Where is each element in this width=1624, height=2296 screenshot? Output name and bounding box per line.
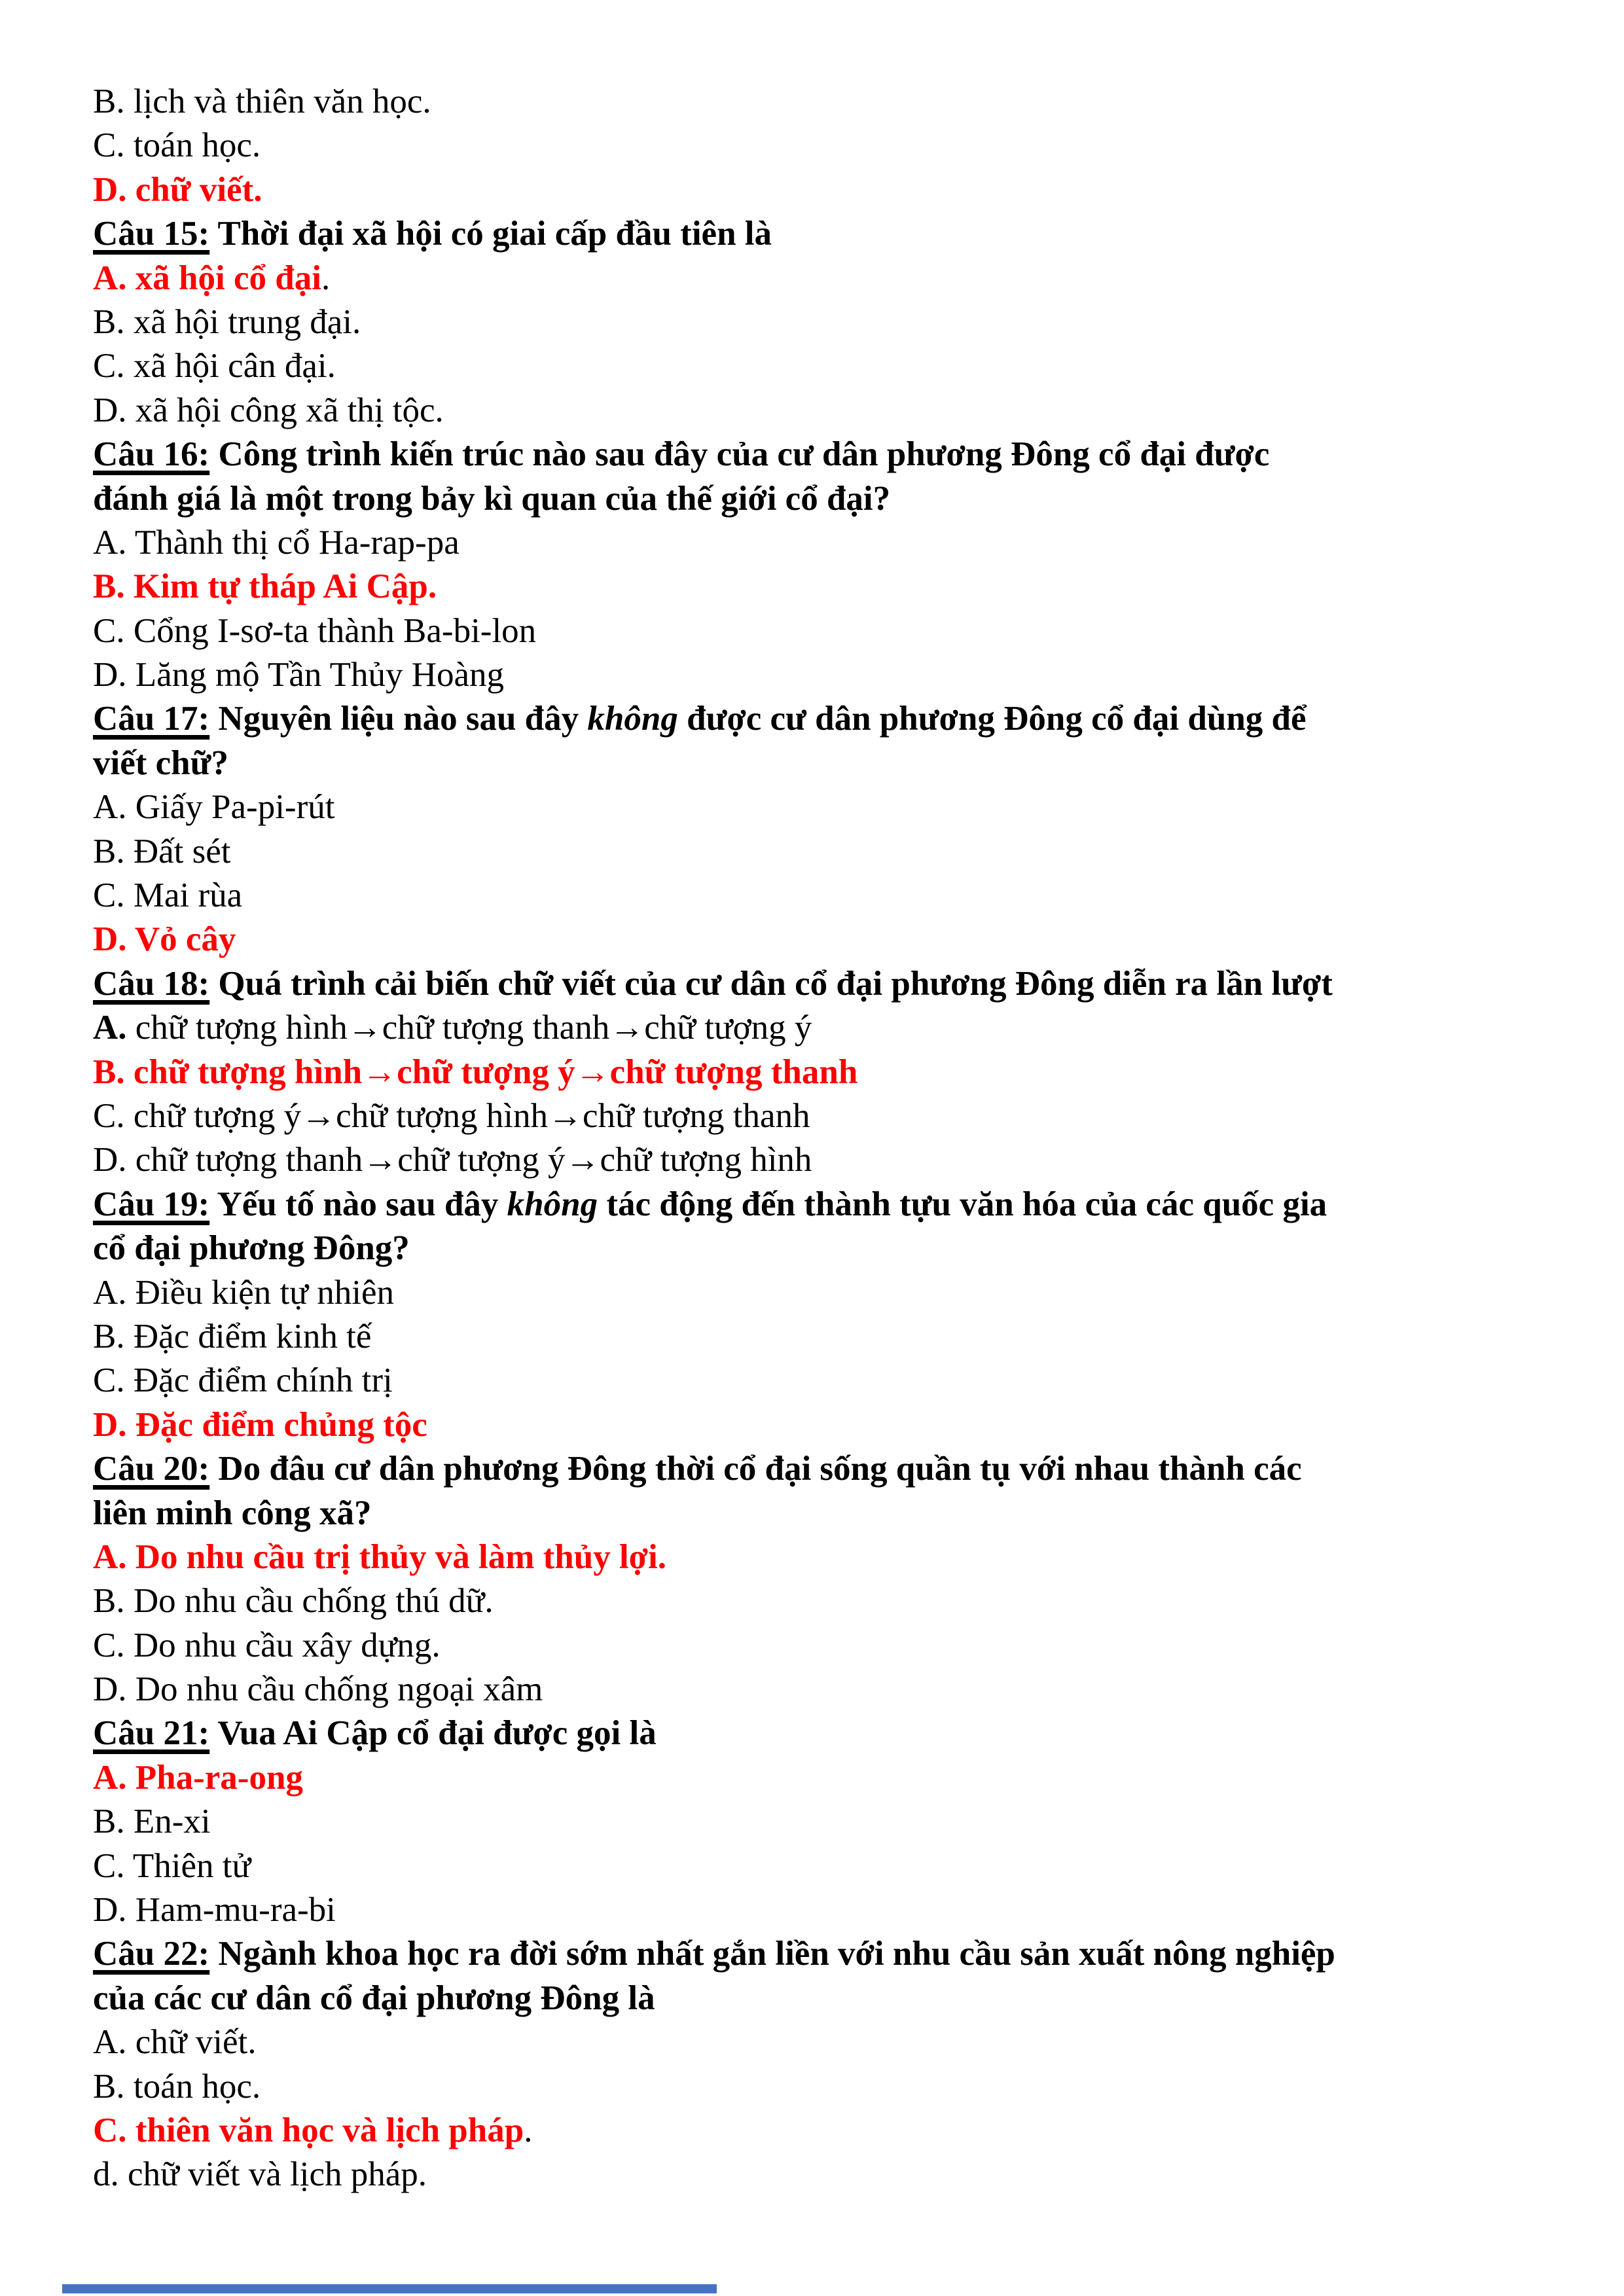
text-segment: cổ đại phương Đông? [93,1229,410,1268]
text-segment: C. chữ tượng ý→chữ tượng hình→chữ tượng thanh [93,1096,810,1135]
text-segment: A. chữ viết. [93,2023,257,2062]
text-segment: Yếu tố nào sau đây [209,1185,507,1223]
text-segment: A. Điều kiện tự nhiên [93,1273,394,1312]
q16-question-line2 [93,477,1585,521]
q18-option-a [93,1006,1585,1050]
text-segment: D. Vỏ cây [93,920,236,959]
text-segment: . [524,2111,533,2149]
text-segment: Câu 20: [93,1450,210,1488]
text-segment: D. Do nhu cầu chống ngoại xâm [93,1670,543,1709]
q17-question-line2 [93,742,1585,785]
q19-option-b [93,1315,1585,1359]
text-segment: C. Đặc điểm chính trị [93,1361,393,1400]
q15-question [93,212,1585,256]
q17-option-d-correct [93,918,1585,961]
text-segment: Nguyên liệu nào sau đây [209,700,588,738]
q21-option-b [93,1800,1585,1844]
q20-option-d [93,1668,1585,1712]
q14-option-d-correct [93,168,1585,212]
text-segment: Do đâu cư dân phương Đông thời cổ đại sống quần tụ với nhau thành các [209,1450,1302,1488]
text-segment: A. Do nhu cầu trị thủy và làm thủy lợi. [93,1537,667,1576]
q17-question-line1 [93,697,1585,741]
q21-question [93,1712,1585,1755]
q14-option-b [93,80,1585,124]
q15-option-d [93,389,1585,433]
text-segment: Câu 18: [93,964,210,1003]
text-segment: Câu 15: [93,215,210,253]
q17-option-b [93,830,1585,874]
q15-option-b [93,300,1585,344]
q22-question-line1 [93,1932,1585,1976]
q22-question-line2 [93,1977,1585,2020]
q20-question-line1 [93,1447,1585,1491]
text-segment: viết chữ? [93,744,228,782]
q19-question-line2 [93,1227,1585,1270]
text-segment: Câu 19: [93,1185,210,1223]
text-segment: tác động đến thành tựu văn hóa của các quốc gia [598,1185,1327,1223]
q15-option-a-correct [93,257,1585,300]
q15-option-c [93,344,1585,388]
quiz-text-block [93,80,1585,2197]
text-segment: B. Đặc điểm kinh tế [93,1317,372,1355]
q19-option-a [93,1271,1585,1315]
text-segment: C. Thiên tử [93,1846,251,1885]
text-segment: không [587,700,678,738]
text-segment: liên minh công xã? [93,1494,372,1532]
q16-option-d [93,653,1585,697]
q19-option-d-correct [93,1403,1585,1447]
text-segment: chữ tượng hình→chữ tượng thanh→chữ tượng ý [126,1009,812,1047]
text-segment: B. Đất sét [93,832,231,870]
q21-option-a-correct [93,1756,1585,1800]
q16-option-a [93,521,1585,565]
q18-option-d [93,1138,1585,1182]
text-segment: D. xã hội công xã thị tộc. [93,391,444,429]
q18-option-b-correct [93,1050,1585,1094]
text-segment: C. xã hội cân đại. [93,347,336,386]
text-segment: A. Giấy Pa-pi-rút [93,788,335,827]
q22-option-b [93,2065,1585,2109]
text-segment: đánh giá là một trong bảy kì quan của thế giới cổ đại? [93,479,891,518]
q20-option-b [93,1579,1585,1623]
q18-option-c [93,1094,1585,1138]
q20-option-a-correct [93,1535,1585,1579]
q14-option-c [93,124,1585,168]
text-segment: D. chữ viết. [93,170,262,209]
text-segment: A. [93,1009,127,1047]
text-segment: C. toán học. [93,126,261,165]
q17-option-c [93,874,1585,918]
text-segment: không [507,1185,598,1223]
q22-option-a [93,2020,1585,2064]
q19-question-line1 [93,1183,1585,1227]
text-segment: A. Thành thị cổ Ha-rap-pa [93,523,460,562]
text-segment: Công trình kiến trúc nào sau đây của cư dân phương Đông cổ đại được [209,435,1270,474]
text-segment: . [321,259,331,297]
text-segment: Câu 22: [93,1935,210,1973]
text-segment: d. chữ viết và lịch pháp. [93,2155,427,2194]
text-segment: D. Lăng mộ Tần Thủy Hoàng [93,656,505,694]
bottom-blue-bar [62,2284,717,2293]
q19-option-c [93,1359,1585,1403]
q21-option-c [93,1844,1585,1888]
q22-option-c-correct [93,2109,1585,2153]
q20-question-line2 [93,1492,1585,1535]
text-segment: C. thiên văn học và lịch pháp [93,2111,524,2149]
text-segment: Câu 17: [93,700,210,738]
text-segment: B. chữ tượng hình→chữ tượng ý→chữ tượng thanh [93,1052,858,1091]
text-segment: D. Đặc điểm chủng tộc [93,1405,427,1444]
q16-option-b-correct [93,565,1585,609]
text-segment: Quá trình cải biến chữ viết của cư dân cổ đại phương Đông diễn ra lần lượt [209,964,1333,1003]
text-segment: Câu 16: [93,435,210,474]
text-segment: B. En-xi [93,1803,211,1841]
text-segment: B. toán học. [93,2067,261,2106]
text-segment: B. lịch và thiên văn học. [93,82,431,120]
text-segment: được cư dân phương Đông cổ đại dùng để [677,700,1307,738]
text-segment: D. Ham-mu-ra-bi [93,1891,336,1929]
q16-question-line1 [93,433,1585,476]
text-segment: B. xã hội trung đại. [93,302,361,341]
q17-option-a [93,785,1585,829]
q20-option-c [93,1624,1585,1668]
text-segment: C. Cổng I-sơ-ta thành Ba-bi-lon [93,611,537,650]
text-segment: D. chữ tượng thanh→chữ tượng ý→chữ tượng hình [93,1141,812,1179]
q18-question [93,962,1585,1006]
text-segment: B. Kim tự tháp Ai Cập. [93,567,437,606]
text-segment: Thời đại xã hội có giai cấp đầu tiên là [209,215,772,253]
text-segment: C. Do nhu cầu xây dựng. [93,1626,441,1664]
text-segment: A. xã hội cổ đại [93,259,321,297]
q22-option-d [93,2153,1585,2197]
text-segment: B. Do nhu cầu chống thú dữ. [93,1582,494,1621]
q21-option-d [93,1888,1585,1932]
text-segment: A. Pha-ra-ong [93,1758,303,1797]
text-segment: của các cư dân cổ đại phương Đông là [93,1979,655,2017]
q16-option-c [93,609,1585,653]
text-segment: Câu 21: [93,1714,210,1753]
text-segment: C. Mai rùa [93,876,243,915]
text-segment: Vua Ai Cập cổ đại được gọi là [209,1714,657,1753]
text-segment: Ngành khoa học ra đời sớm nhất gắn liền với nhu cầu sản xuất nông nghiệp [209,1935,1335,1973]
